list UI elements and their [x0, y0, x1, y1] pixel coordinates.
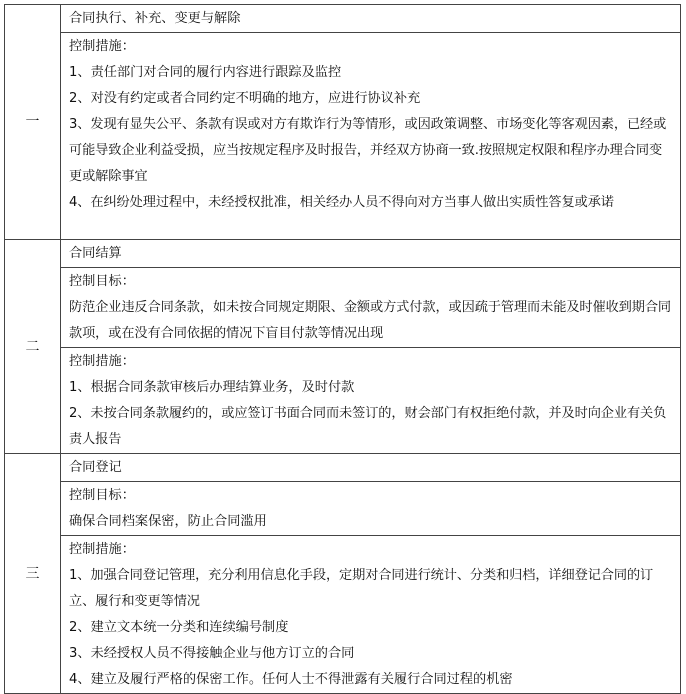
section-3-measure-4: 4、建立及履行严格的保密工作。任何人士不得泄露有关履行合同过程的机密 [69, 672, 513, 687]
section-3-goal-row [5, 482, 681, 536]
section-3-goal-cell [61, 482, 681, 536]
section-2-number: 二 [5, 240, 61, 454]
section-3-measures-label: 控制措施： [69, 542, 135, 557]
section-3-measures-row [5, 536, 681, 694]
section-1-number: 一 [5, 5, 61, 240]
section-2-title: 合同结算 [69, 246, 122, 261]
section-2-measures-row [5, 348, 681, 454]
section-1-measure-4: 4、在纠纷处理过程中，未经授权批准，相关经办人员不得向对方当事人做出实质性答复或承诺 [69, 195, 614, 210]
section-2-measure-1: 1、根据合同条款审核后办理结算业务，及时付款 [69, 380, 355, 395]
section-1-title: 合同执行、补充、变更与解除 [69, 11, 241, 26]
section-2-measure-2: 2、未按合同条款履约的，或应签订书面合同而未签订的，财会部门有权拒绝付款，并及时向企业有关负责人报告 [69, 406, 667, 447]
section-1-measure-3: 3、发现有显失公平、条款有误或对方有欺诈行为等情形，或因政策调整、市场变化等客观因素，已经或可能导致企业利益受损，应当按规定程序及时报告，并经双方协商一致.按照规定权限和程序办理合同变更或解除事宜 [69, 117, 667, 184]
section-3-measure-1: 1、加强合同登记管理，充分利用信息化手段，定期对合同进行统计、分类和归档，详细登记合同的订立、履行和变更等情况 [69, 568, 654, 609]
section-2-goal-label: 控制目标： [69, 274, 135, 289]
section-3-title-row [5, 454, 681, 482]
section-3-title-cell [61, 454, 681, 482]
section-2-goal-row [5, 268, 681, 348]
section-2-title-row [5, 240, 681, 268]
section-3-goal-label: 控制目标： [69, 488, 135, 503]
section-2-title-cell [61, 240, 681, 268]
section-2-goal-text: 防范企业违反合同条款，如未按合同规定期限、金额或方式付款，或因疏于管理而未能及时催收到期合同款项，或在没有合同依据的情况下盲目付款等情况出现 [69, 300, 672, 341]
section-2-measures-cell [61, 348, 681, 454]
section-3-measures-cell [61, 536, 681, 694]
section-1-measures-cell [61, 33, 681, 240]
section-1-title-cell [61, 5, 681, 33]
section-3-measure-2: 2、建立文本统一分类和连续编号制度 [69, 620, 289, 635]
section-3-number: 三 [5, 454, 61, 694]
section-1-measure-2: 2、对没有约定或者合同约定不明确的地方，应进行协议补充 [69, 91, 421, 106]
section-3-measure-3: 3、未经授权人员不得接触企业与他方订立的合同 [69, 646, 355, 661]
control-table [4, 4, 681, 694]
section-1-measure-1: 1、责任部门对合同的履行内容进行跟踪及监控 [69, 65, 342, 80]
section-1-measures-label: 控制措施： [69, 39, 135, 54]
section-2-goal-cell [61, 268, 681, 348]
section-1-measures-row [5, 33, 681, 240]
section-2-measures-label: 控制措施： [69, 354, 135, 369]
section-3-goal-text: 确保合同档案保密，防止合同滥用 [69, 514, 267, 529]
section-1-title-row [5, 5, 681, 33]
section-3-title: 合同登记 [69, 460, 122, 475]
